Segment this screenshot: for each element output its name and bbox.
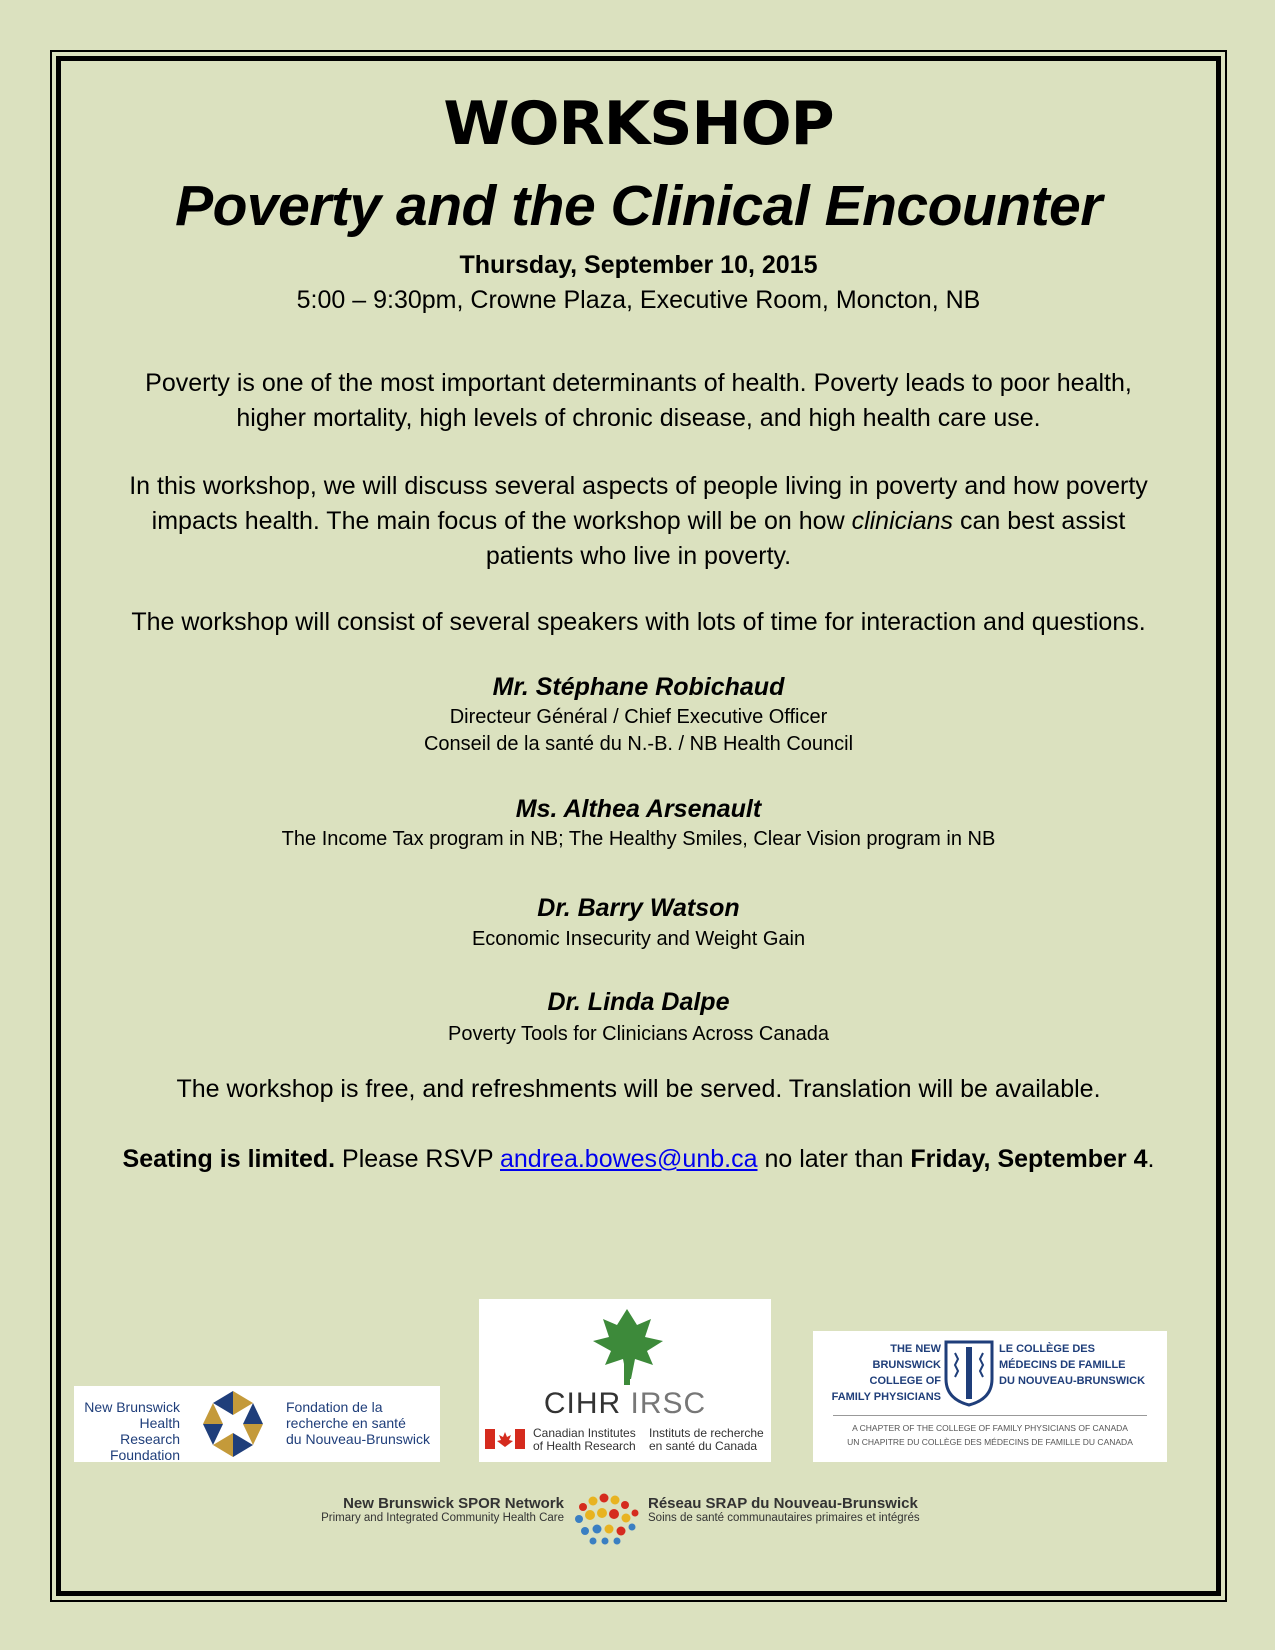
cihr-fr-2: en santé du Canada — [649, 1439, 758, 1453]
nbhrf-fr-1: Fondation de la — [286, 1399, 383, 1415]
free-note: The workshop is free, and refreshments will be served. Translation will be available. — [176, 1075, 1101, 1103]
focus-line-2 — [61, 504, 1216, 539]
intro-line-1: Poverty is one of the most important determinants of health. Poverty leads to poor health, — [145, 369, 1132, 397]
nbhrf-fr-3: du Nouveau-Brunswick — [286, 1431, 430, 1447]
speaker-name: Dr. Linda Dalpe — [547, 988, 730, 1016]
flyer-content — [61, 61, 1216, 1591]
event-time-place: 5:00 – 9:30pm, Crowne Plaza, Executive Room, Moncton, NB — [296, 286, 981, 314]
cfp-sub-2: UN CHAPITRE DU COLLÈGE DES MÉDECINS DE FAMILLE DU CANADA — [847, 1437, 1133, 1447]
nbhrf-logo — [74, 1386, 440, 1462]
intro-paragraph — [61, 366, 1216, 436]
period: . — [1147, 1145, 1155, 1173]
speaker-topic: The Income Tax program in NB; The Healthy Smiles, Clear Vision program in NB — [281, 828, 996, 850]
later-text: no later than — [757, 1145, 911, 1173]
cihr-en-2: of Health Research — [533, 1439, 636, 1453]
canada-flag-icon — [485, 1429, 525, 1449]
rsvp-text: Please RSVP — [335, 1145, 500, 1173]
nbhrf-en-3: Foundation — [109, 1447, 180, 1463]
cihr-fr-1: Instituts de recherche — [649, 1426, 764, 1440]
spor-fr-2: Soins de santé communautaires primaires et intégrés — [648, 1512, 920, 1524]
focus-line-2-a: impacts health. The main focus of the workshop will be on how — [151, 507, 852, 535]
rsvp-line — [61, 1142, 1216, 1177]
nbhrf-emblem-icon — [200, 1389, 266, 1459]
speaker-name: Dr. Barry Watson — [537, 894, 740, 922]
cfp-divider — [833, 1415, 1147, 1416]
rsvp-email-link[interactable]: andrea.bowes@unb.ca — [500, 1145, 758, 1173]
cfp-fr-1: LE COLLÈGE DES — [999, 1343, 1095, 1355]
irsc-acronym: IRSC — [630, 1387, 707, 1420]
focus-paragraph — [61, 469, 1216, 574]
spor-dots-icon — [571, 1491, 641, 1547]
focus-line-2-b: can best assist — [953, 507, 1126, 535]
seating-note: Seating is limited. — [122, 1145, 336, 1173]
cfp-sub-1: A CHAPTER OF THE COLLEGE OF FAMILY PHYSICIANS OF CANADA — [852, 1423, 1128, 1433]
nbcfp-logo — [813, 1331, 1167, 1462]
cfp-fr-2: MÉDECINS DE FAMILLE — [999, 1359, 1126, 1371]
cihr-logo — [479, 1299, 771, 1462]
cfp-fr-3: DU NOUVEAU-BRUNSWICK — [999, 1375, 1146, 1387]
format-paragraph: The workshop will consist of several speakers with lots of time for interaction and questions. — [131, 608, 1146, 636]
event-date: Thursday, September 10, 2015 — [459, 251, 818, 279]
intro-line-2: higher mortality, high levels of chronic disease, and high health care use. — [236, 404, 1041, 432]
shield-icon — [943, 1339, 995, 1407]
spor-logo — [286, 1491, 991, 1551]
spor-en-1: New Brunswick SPOR Network — [343, 1495, 564, 1512]
rsvp-deadline: Friday, September 4 — [910, 1145, 1148, 1173]
nbhrf-fr-2: recherche en santé — [286, 1415, 406, 1431]
focus-emphasis: clinicians — [851, 507, 954, 535]
maple-tree-icon — [587, 1307, 667, 1387]
spor-fr-1: Réseau SRAP du Nouveau-Brunswick — [648, 1495, 918, 1512]
page-subtitle: Poverty and the Clinical Encounter — [175, 174, 1102, 238]
focus-line-1: In this workshop, we will discuss several aspects of people living in poverty and how poverty — [129, 472, 1148, 500]
cihr-en-1: Canadian Institutes — [533, 1426, 636, 1440]
speaker-topic: Economic Insecurity and Weight Gain — [471, 928, 806, 950]
page-title: WORKSHOP — [443, 89, 834, 159]
cfp-en-2: COLLEGE OF — [869, 1375, 941, 1387]
focus-line-3: patients who live in poverty. — [485, 542, 792, 570]
speaker-affiliation: Conseil de la santé du N.-B. / NB Health Council — [423, 733, 854, 755]
cfp-en-3: FAMILY PHYSICIANS — [831, 1391, 941, 1403]
spor-en-2: Primary and Integrated Community Health Care — [321, 1512, 564, 1524]
cfp-en-1: THE NEW BRUNSWICK — [872, 1343, 941, 1371]
nbhrf-en-2: Health Research — [120, 1415, 180, 1447]
nbhrf-en-1: New Brunswick — [84, 1399, 180, 1415]
speaker-title: Directeur Général / Chief Executive Officer — [449, 706, 828, 728]
speaker-name: Mr. Stéphane Robichaud — [492, 673, 785, 701]
cihr-acronym: CIHR — [543, 1387, 622, 1420]
speaker-topic: Poverty Tools for Clinicians Across Canada — [448, 1023, 829, 1045]
speaker-name: Ms. Althea Arsenault — [515, 795, 762, 823]
